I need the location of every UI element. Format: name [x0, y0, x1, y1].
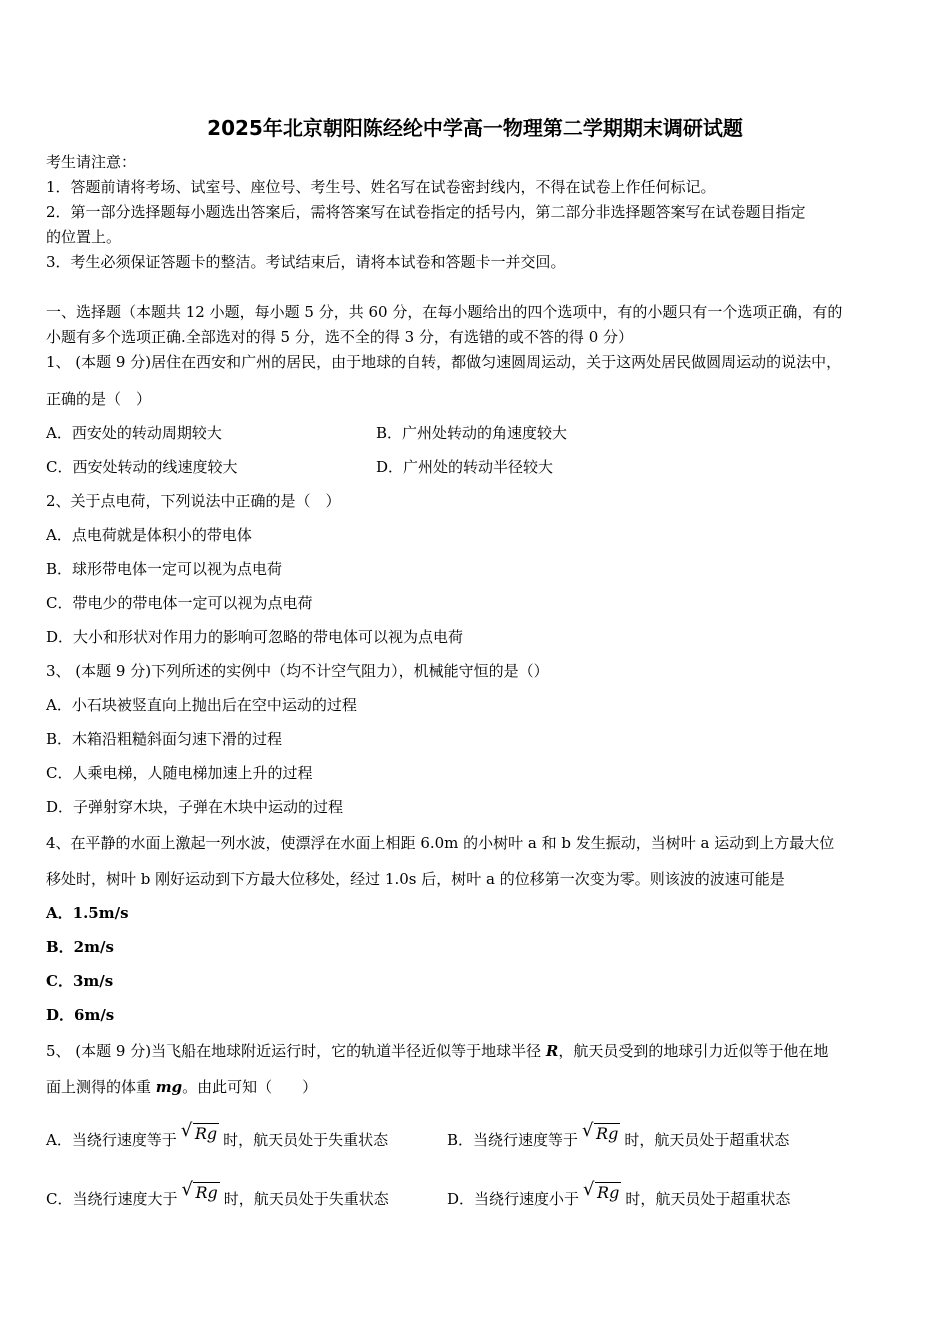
weight-symbol: mg: [155, 1078, 183, 1096]
section-heading-cont: 小题有多个选项正确.全部选对的得 5 分，选不全的得 3 分，有选错的或不答的得 0 分）: [46, 328, 634, 346]
question-1-stem-cont: 正确的是（ ）: [46, 390, 152, 408]
question-4-stem: 4、在平静的水面上激起一列水波，使漂浮在水面上相距 6.0m 的小树叶 a 和 b 发生振动，当树叶 a 运动到上方最大位: [46, 834, 835, 852]
question-3-option-b: B．木箱沿粗糙斜面匀速下滑的过程: [46, 730, 283, 748]
question-1-stem: 1、 (本题 9 分)居住在西安和广州的居民，由于地球的自转，都做匀速圆周运动，关于这两处居民做圆周运动的说法中，: [46, 353, 842, 371]
question-5-option-a: A．当绕行速度等于√ Rg 时，航天员处于失重状态: [46, 1124, 388, 1150]
question-5-option-b: B．当绕行速度等于√ Rg 时，航天员处于超重状态: [447, 1124, 789, 1150]
question-4-option-d: D．6m/s: [46, 1006, 115, 1024]
question-4-option-a: A．1.5m/s: [46, 904, 129, 922]
sqrt-expression: √ Rg: [583, 1183, 621, 1203]
question-5-stem-cont: 面上测得的体重 mg。由此可知（ ）: [46, 1078, 318, 1096]
question-2-option-a: A．点电荷就是体积小的带电体: [46, 526, 252, 544]
sqrt-expression: √ Rg: [181, 1183, 219, 1203]
question-2-stem: 2、关于点电荷，下列说法中正确的是（ ）: [46, 492, 341, 510]
question-5-option-d: D．当绕行速度小于√ Rg 时，航天员处于超重状态: [447, 1183, 790, 1209]
question-4-option-c: C．3m/s: [46, 972, 114, 990]
sqrt-expression: √ Rg: [181, 1124, 219, 1144]
notice-item: 的位置上。: [46, 228, 122, 246]
question-1-option-c: C．西安处转动的线速度较大: [46, 458, 238, 476]
question-4-option-b: B．2m/s: [46, 938, 114, 956]
question-1-option-b: B．广州处转动的角速度较大: [376, 424, 568, 442]
question-5-option-c: C．当绕行速度大于√ Rg 时，航天员处于失重状态: [46, 1183, 389, 1209]
page-title: 2025年北京朝阳陈经纶中学高一物理第二学期期末调研试题: [207, 116, 743, 140]
radius-symbol: R: [545, 1042, 559, 1060]
question-3-option-a: A．小石块被竖直向上抛出后在空中运动的过程: [46, 696, 357, 714]
section-heading: 一、选择题（本题共 12 小题，每小题 5 分，共 60 分，在每小题给出的四个选项中，有的小题只有一个选项正确，有的: [46, 303, 843, 321]
question-1-option-d: D．广州处的转动半径较大: [376, 458, 554, 476]
notice-item: 3．考生必须保证答题卡的整洁。考试结束后，请将本试卷和答题卡一并交回。: [46, 253, 566, 271]
notice-item: 2．第一部分选择题每小题选出答案后，需将答案写在试卷指定的括号内，第二部分非选择题答案写在试卷题目指定: [46, 203, 806, 221]
question-2-option-b: B．球形带电体一定可以视为点电荷: [46, 560, 283, 578]
question-3-stem: 3、 (本题 9 分)下列所述的实例中（均不计空气阻力），机械能守恒的是（）: [46, 662, 549, 680]
sqrt-expression: √ Rg: [582, 1124, 620, 1144]
notice-item: 1．答题前请将考场、试室号、座位号、考生号、姓名写在试卷密封线内，不得在试卷上作任何标记。: [46, 178, 716, 196]
question-3-option-d: D．子弹射穿木块，子弹在木块中运动的过程: [46, 798, 344, 816]
question-4-stem-cont: 移处时，树叶 b 刚好运动到下方最大位移处，经过 1.0s 后，树叶 a 的位移第一次变为零。则该波的波速可能是: [46, 870, 785, 888]
question-2-option-d: D．大小和形状对作用力的影响可忽略的带电体可以视为点电荷: [46, 628, 464, 646]
question-1-option-a: A．西安处的转动周期较大: [46, 424, 222, 442]
question-3-option-c: C．人乘电梯，人随电梯加速上升的过程: [46, 764, 313, 782]
question-5-stem: 5、 (本题 9 分)当飞船在地球附近运行时，它的轨道半径近似等于地球半径 R，航天员受到的地球引力近似等于他在地: [46, 1042, 829, 1060]
question-2-option-c: C．带电少的带电体一定可以视为点电荷: [46, 594, 313, 612]
notice-heading: 考生请注意：: [46, 153, 137, 171]
